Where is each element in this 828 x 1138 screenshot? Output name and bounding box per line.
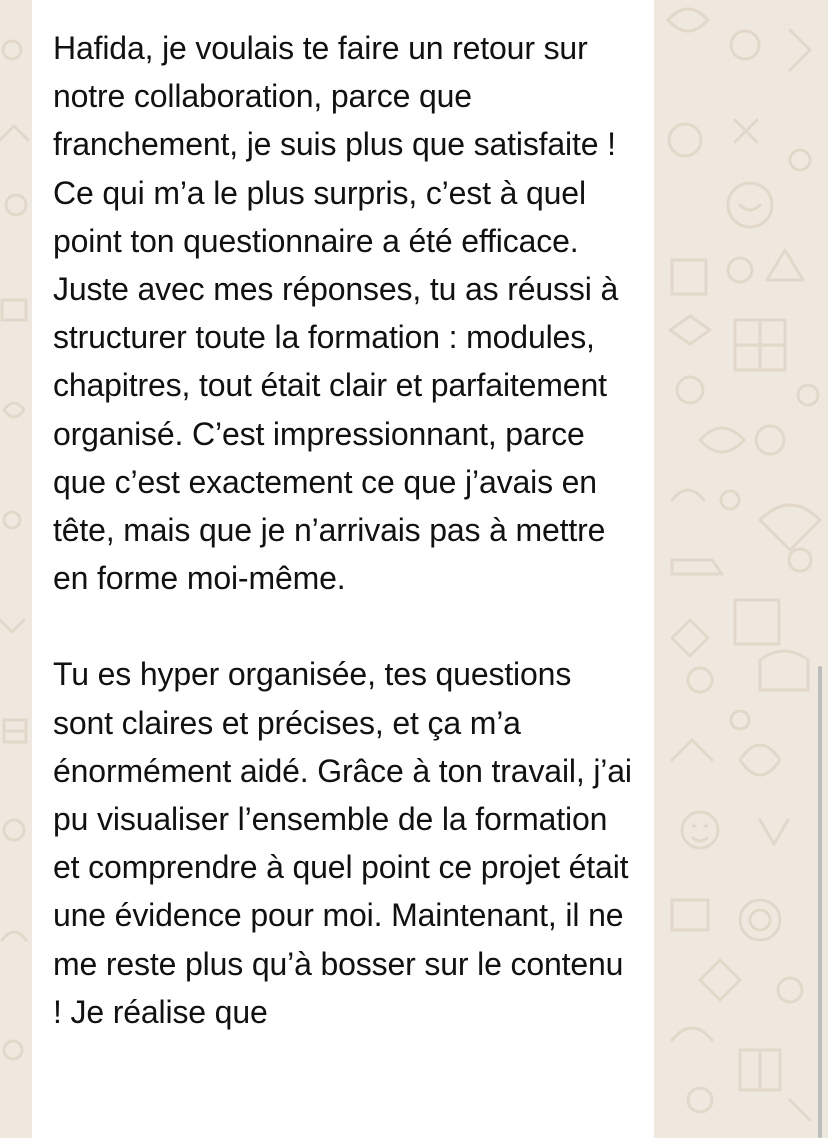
message-paragraph: Tu es hyper organisée, tes questions sont claires et précises, et ça m’a énormément aidé. Grâce à ton travail, j’ai pu visualiser l’ensemble de la formation et comprendre à quel point ce projet était une évidence pour moi. Maintenant, il ne me reste plus qu’à bosser sur le contenu ! Je réalise que [53, 656, 632, 1030]
scroll-indicator[interactable] [818, 666, 822, 1138]
message-paragraph: Hafida, je voulais te faire un retour sur notre collaboration, parce que franchement, je suis plus que satisfaite ! Ce qui m’a le plus surpris, c’est à quel point ton questionnaire a été efficace. Juste avec mes réponses, tu as réussi à structurer toute la formation : modules, chapitres, tout était clair et parfaitement organisé. C’est impressionnant, parce que c’est exactement ce que j’avais en tête, mais que je n’arrivais pas à mettre en forme moi-même. [53, 30, 619, 597]
message-bubble[interactable] [32, 0, 654, 1138]
